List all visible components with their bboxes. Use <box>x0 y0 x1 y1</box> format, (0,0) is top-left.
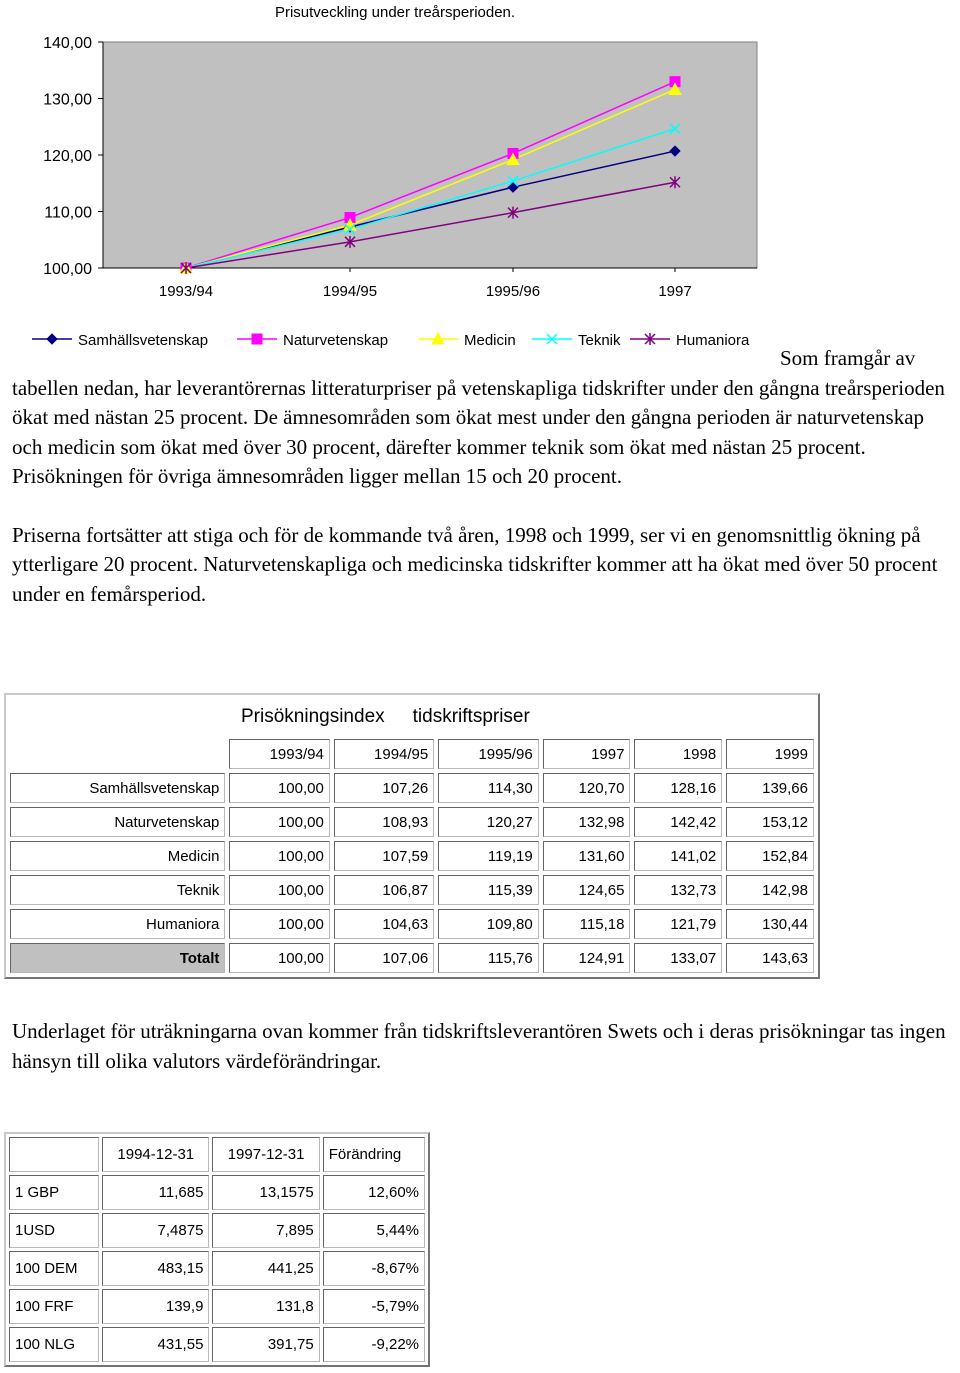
table-cell: 100,00 <box>229 909 329 939</box>
row-label: 100 NLG <box>9 1327 99 1362</box>
index-header-cell: 1999 <box>726 739 814 769</box>
table-row-total <box>10 943 814 973</box>
table-cell: 143,63 <box>726 943 814 973</box>
x-tick-label: 1993/94 <box>158 283 214 300</box>
x-tick-label: 1995/96 <box>485 283 541 300</box>
currency-header-cell: Förändring <box>323 1137 425 1172</box>
index-header-cell: 1998 <box>634 739 722 769</box>
y-tick-label: 140,00 <box>43 35 92 52</box>
currency-table <box>4 1132 430 1367</box>
table-row <box>10 841 814 871</box>
body-text <box>12 344 952 609</box>
table-cell: 132,98 <box>543 807 631 837</box>
paragraph-1: Som framgår av tabellen nedan, har leverantörernas litteraturpriser på vetenskapliga tidskrifter under den gångna treårsperioden ökat med nästan 25 procent. De ämnesområden som ökat mest under den gångna perioden är naturvetenskap och medicin som ökat med över 30 procent, därefter kommer teknik som ökat med nästan 25 procent. Prisökningen för övriga ämnesområden ligger mellan 15 och 20 procent. <box>12 346 945 488</box>
chart-title: Prisutveckling under treårsperioden. <box>274 4 516 21</box>
legend-label-2: Medicin <box>464 332 516 349</box>
table-cell: 104,63 <box>334 909 434 939</box>
table-cell: 100,00 <box>229 841 329 871</box>
table-row <box>10 773 814 803</box>
currency-header-cell: 1997-12-31 <box>212 1137 319 1172</box>
legend-marker-0 <box>47 334 57 344</box>
table-cell: 139,66 <box>726 773 814 803</box>
currency-header-cell: 1994-12-31 <box>102 1137 209 1172</box>
table-cell: 115,76 <box>438 943 538 973</box>
table-cell: 441,25 <box>212 1251 319 1286</box>
table-row <box>9 1251 425 1286</box>
table-cell: 107,59 <box>334 841 434 871</box>
row-label: 1 GBP <box>9 1175 99 1210</box>
table-cell: 107,26 <box>334 773 434 803</box>
table-cell: 121,79 <box>634 909 722 939</box>
y-tick-label: 100,00 <box>43 261 92 278</box>
table-cell: 100,00 <box>229 807 329 837</box>
paragraph-2: Priserna fortsätter att stiga och för de kommande två åren, 1998 och 1999, ser vi en genomsnittlig ökning på ytterligare 20 procent. Naturvetenskapliga och medicinska tidskrifter kommer att ha ökat med över 50 procent under en femårsperiod. <box>12 522 938 606</box>
legend-marker-1 <box>252 334 262 344</box>
table-row <box>9 1213 425 1248</box>
currency-header-cell <box>9 1137 99 1172</box>
table-cell: 100,00 <box>229 875 329 905</box>
legend-label-4: Humaniora <box>676 332 750 349</box>
table-cell: 106,87 <box>334 875 434 905</box>
table-cell: 142,42 <box>634 807 722 837</box>
legend-label-0: Samhällsvetenskap <box>78 332 209 349</box>
table-cell: 7,4875 <box>102 1213 209 1248</box>
table-cell: 124,65 <box>543 875 631 905</box>
legend-label-3: Teknik <box>578 332 621 349</box>
table-cell: 141,02 <box>634 841 722 871</box>
conclusion-paragraph: Underlaget för uträkningarna ovan kommer från tidskriftsleverantören Swets och i deras prisökningar tas ingen hänsyn till olika valutors värdeförändringar. <box>12 1019 946 1073</box>
price-chart-svg <box>0 0 960 360</box>
table-cell: 107,06 <box>334 943 434 973</box>
table-cell: 7,895 <box>212 1213 319 1248</box>
conclusion-text <box>12 1017 952 1076</box>
y-tick-label: 120,00 <box>43 148 92 165</box>
table-cell: 5,44% <box>323 1213 425 1248</box>
table-cell: 431,55 <box>102 1327 209 1362</box>
row-label: Samhällsvetenskap <box>10 773 225 803</box>
price-index-table <box>4 693 820 979</box>
table-cell: 115,18 <box>543 909 631 939</box>
table-cell: 131,8 <box>212 1289 319 1324</box>
table-cell: 142,98 <box>726 875 814 905</box>
table-cell: 12,60% <box>323 1175 425 1210</box>
table-cell: 11,685 <box>102 1175 209 1210</box>
table-cell: 133,07 <box>634 943 722 973</box>
row-label: 100 FRF <box>9 1289 99 1324</box>
table-cell: 120,27 <box>438 807 538 837</box>
table-cell: 483,15 <box>102 1251 209 1286</box>
index-header-cell: 1997 <box>543 739 631 769</box>
x-tick-label: 1994/95 <box>322 283 378 300</box>
index-header-cell: 1994/95 <box>334 739 434 769</box>
table-cell: 100,00 <box>229 943 329 973</box>
price-chart <box>0 0 960 360</box>
table-cell: 131,60 <box>543 841 631 871</box>
row-label: Humaniora <box>10 909 225 939</box>
y-tick-label: 110,00 <box>44 204 92 222</box>
row-label: 1USD <box>9 1213 99 1248</box>
index-table-corner <box>10 739 225 769</box>
table-cell: -5,79% <box>323 1289 425 1324</box>
index-header-cell: 1993/94 <box>229 739 329 769</box>
index-table-title-left: Prisökningsindex <box>241 706 385 727</box>
row-label-total: Totalt <box>10 943 225 973</box>
table-cell: 109,80 <box>438 909 538 939</box>
x-tick-label: 1997 <box>658 283 692 300</box>
table-cell: -9,22% <box>323 1327 425 1362</box>
table-cell: 139,9 <box>102 1289 209 1324</box>
table-row <box>9 1327 425 1362</box>
table-cell: 132,73 <box>634 875 722 905</box>
index-table-title-row <box>10 699 814 735</box>
table-cell: 391,75 <box>212 1327 319 1362</box>
table-row <box>10 909 814 939</box>
table-cell: 115,39 <box>438 875 538 905</box>
row-label: Naturvetenskap <box>10 807 225 837</box>
table-row <box>9 1175 425 1210</box>
table-cell: 152,84 <box>726 841 814 871</box>
table-cell: 119,19 <box>438 841 538 871</box>
index-table-title-right: tidskriftspriser <box>412 706 530 727</box>
table-cell: 114,30 <box>438 773 538 803</box>
table-cell: 120,70 <box>543 773 631 803</box>
table-cell: 124,91 <box>543 943 631 973</box>
table-cell: 153,12 <box>726 807 814 837</box>
table-row <box>10 807 814 837</box>
table-cell: 130,44 <box>726 909 814 939</box>
index-header-cell: 1995/96 <box>438 739 538 769</box>
row-label: Medicin <box>10 841 225 871</box>
table-cell: 13,1575 <box>212 1175 319 1210</box>
legend-label-1: Naturvetenskap <box>283 332 389 349</box>
table-row <box>10 875 814 905</box>
table-cell: 108,93 <box>334 807 434 837</box>
table-cell: 128,16 <box>634 773 722 803</box>
index-table-header-row <box>10 739 814 769</box>
table-cell: 100,00 <box>229 773 329 803</box>
table-row <box>9 1289 425 1324</box>
index-table-title <box>10 699 814 735</box>
row-label: Teknik <box>10 875 225 905</box>
y-tick-label: 130,00 <box>43 91 92 109</box>
row-label: 100 DEM <box>9 1251 99 1286</box>
table-cell: -8,67% <box>323 1251 425 1286</box>
currency-header-row <box>9 1137 425 1172</box>
